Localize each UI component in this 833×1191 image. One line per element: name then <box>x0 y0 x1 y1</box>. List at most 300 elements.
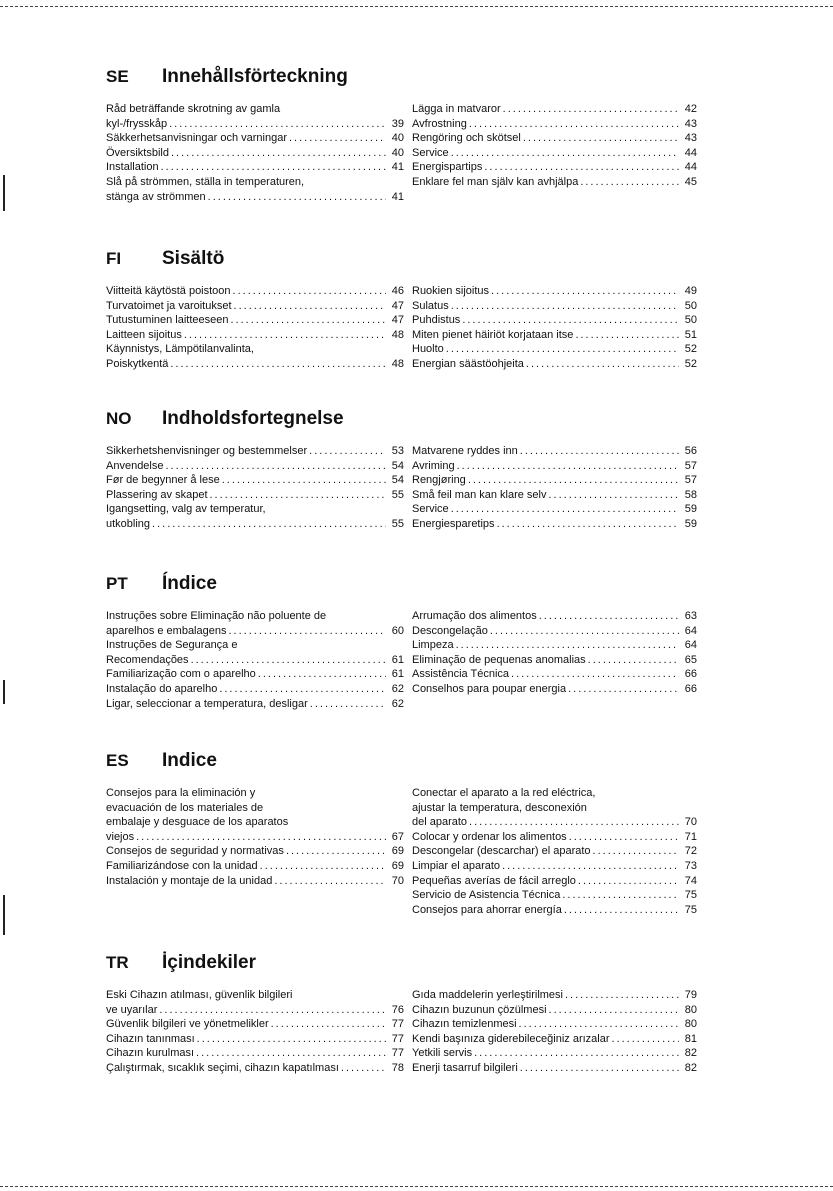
dot-leader <box>474 1046 679 1061</box>
entry-page-number: 56 <box>684 445 697 457</box>
toc-entry <box>106 1017 404 1032</box>
toc-column-left <box>106 284 404 372</box>
dot-leader <box>503 102 679 117</box>
entry-page-number: 62 <box>391 697 404 710</box>
dot-leader <box>231 313 387 328</box>
toc-entry <box>412 844 697 859</box>
toc-entry <box>412 313 697 328</box>
entry-title: Viitteitä käytöstä poistoon <box>106 285 231 297</box>
dot-leader <box>456 638 679 653</box>
dot-leader <box>491 284 679 299</box>
dot-leader <box>484 160 679 175</box>
entry-title: Energispartips <box>412 161 483 174</box>
dot-leader <box>169 117 386 132</box>
entry-page-number: 60 <box>391 624 404 637</box>
entry-title: Slå på strömmen, ställa in temperaturen, <box>106 175 305 188</box>
toc-entry <box>412 284 697 299</box>
entry-title: Cihazın kurulması <box>106 1047 195 1060</box>
bottom-edge-rule <box>0 1186 833 1187</box>
entry-page-number: 43 <box>684 132 697 145</box>
entry-page-number: 41 <box>391 161 404 174</box>
entry-page-number: 80 <box>684 1018 697 1031</box>
entry-title: Yetkili servis <box>412 1047 473 1060</box>
toc-entry <box>412 1003 697 1018</box>
scan-mark <box>3 680 5 704</box>
entry-title: Tutustuminen laitteeseen <box>106 314 229 327</box>
entry-page-number: 61 <box>391 653 404 666</box>
entry-page-number: 64 <box>684 639 697 652</box>
dot-leader <box>469 815 679 830</box>
toc-entry <box>412 102 697 117</box>
toc-entry <box>106 844 404 859</box>
entry-title: Ruokien sijoitus <box>412 285 490 297</box>
dot-leader <box>208 190 386 205</box>
entry-title: Descongelação <box>412 624 488 637</box>
dot-leader <box>511 667 679 682</box>
toc-entry <box>106 697 404 712</box>
dot-leader <box>341 1061 386 1076</box>
entry-page-number: 49 <box>684 285 697 297</box>
toc-column-right <box>412 609 697 697</box>
section-title: Indholdsfortegnelse <box>162 408 344 429</box>
toc-column-left <box>106 786 404 888</box>
entry-title: Cihazın tanınması <box>106 1032 195 1045</box>
entry-page-number: 45 <box>684 175 697 188</box>
toc-entry <box>412 117 697 132</box>
entry-page-number: 69 <box>391 845 404 858</box>
entry-title: Consejos para ahorrar energía <box>412 903 562 916</box>
entry-title: Conectar el aparato a la red eléctrica, <box>412 787 596 799</box>
toc-entry <box>412 357 697 372</box>
dot-leader <box>519 1017 679 1032</box>
entry-title: Güvenlik bilgileri ve yönetmelikler <box>106 1018 269 1031</box>
entry-page-number: 53 <box>391 445 404 457</box>
dot-leader <box>502 859 679 874</box>
toc-entry <box>106 102 404 117</box>
toc-entry <box>106 459 404 474</box>
toc-column-right <box>412 786 697 917</box>
toc-entry <box>106 1003 404 1018</box>
entry-page-number: 55 <box>391 517 404 530</box>
entry-page-number: 74 <box>684 874 697 887</box>
language-code: PT <box>106 574 128 593</box>
entry-page-number: 70 <box>391 874 404 887</box>
entry-title: Servicio de Asistencia Técnica <box>412 889 561 902</box>
scan-mark <box>3 895 5 935</box>
toc-column-right <box>412 444 697 532</box>
entry-page-number: 52 <box>684 357 697 370</box>
entry-title: Plassering av skapet <box>106 488 208 501</box>
entry-page-number: 59 <box>684 517 697 530</box>
entry-title: Descongelar (descarchar) el aparato <box>412 845 591 858</box>
entry-page-number: 72 <box>684 845 697 858</box>
entry-title: kyl-/frysskåp <box>106 117 168 130</box>
section-heading <box>106 408 344 430</box>
toc-entry <box>106 859 404 874</box>
dot-leader <box>191 653 386 668</box>
toc-entry <box>106 815 404 830</box>
entry-title: Anvendelse <box>106 459 164 472</box>
entry-page-number: 57 <box>684 459 697 472</box>
entry-title: Familiarizándose con la unidad <box>106 859 258 872</box>
dot-leader <box>523 131 679 146</box>
section-heading <box>106 248 224 270</box>
dot-leader <box>258 667 386 682</box>
entry-title: Instalação do aparelho <box>106 682 218 695</box>
entry-title: Cihazın buzunun çözülmesi <box>412 1003 547 1016</box>
entry-title: utkobling <box>106 517 151 530</box>
entry-page-number: 59 <box>684 503 697 516</box>
entry-title: Pequeñas averías de fácil arreglo <box>412 874 576 887</box>
toc-entry <box>412 131 697 146</box>
entry-page-number: 65 <box>684 653 697 666</box>
toc-entry <box>412 888 697 903</box>
entry-title: Limpeza <box>412 639 454 652</box>
toc-entry <box>412 502 697 517</box>
dot-leader <box>289 131 386 146</box>
section-title: Índice <box>162 573 217 594</box>
entry-page-number: 64 <box>684 624 697 637</box>
entry-page-number: 50 <box>684 314 697 327</box>
dot-leader <box>568 682 679 697</box>
toc-entry <box>412 328 697 343</box>
toc-entry <box>106 874 404 889</box>
entry-title: Colocar y ordenar los alimentos <box>412 830 567 843</box>
dot-leader <box>274 874 386 889</box>
toc-column-left <box>106 609 404 711</box>
toc-column-left <box>106 444 404 532</box>
toc-entry <box>106 473 404 488</box>
toc-entry <box>106 1032 404 1047</box>
dot-leader <box>520 444 679 459</box>
toc-entry <box>106 624 404 639</box>
dot-leader <box>170 357 386 372</box>
entry-title: Enerji tasarruf bilgileri <box>412 1061 518 1074</box>
toc-entry <box>106 682 404 697</box>
toc-entry <box>412 517 697 532</box>
entry-title: Puhdistus <box>412 314 461 327</box>
entry-page-number: 52 <box>684 343 697 356</box>
entry-title: Instruções sobre Eliminação não poluente de <box>106 610 327 622</box>
dot-leader <box>171 146 386 161</box>
entry-title: Små feil man kan klare selv <box>412 488 547 501</box>
dot-leader <box>565 988 679 1003</box>
entry-title: Familiarização com o aparelho <box>106 668 256 681</box>
entry-page-number: 76 <box>391 1003 404 1016</box>
entry-title: Sulatus <box>412 299 449 312</box>
section-heading <box>106 750 217 772</box>
entry-title: Eski Cihazın atılması, güvenlik bilgileri <box>106 989 293 1001</box>
toc-entry <box>412 609 697 624</box>
language-code: NO <box>106 409 132 428</box>
entry-title: Rengöring och skötsel <box>412 132 521 145</box>
section-title: İçindekiler <box>162 952 256 973</box>
entry-title: Matvarene ryddes inn <box>412 445 518 457</box>
dot-leader <box>462 313 679 328</box>
toc-entry <box>412 1017 697 1032</box>
toc-entry <box>412 624 697 639</box>
language-code: ES <box>106 751 129 770</box>
entry-page-number: 47 <box>391 299 404 312</box>
dot-leader <box>569 830 679 845</box>
dot-leader <box>196 1046 386 1061</box>
dot-leader <box>490 624 679 639</box>
entry-title: Service <box>412 503 449 516</box>
section-heading <box>106 952 256 974</box>
entry-page-number: 77 <box>391 1047 404 1060</box>
dot-leader <box>578 874 679 889</box>
dot-leader <box>612 1032 679 1047</box>
dot-leader <box>159 1003 386 1018</box>
entry-page-number: 69 <box>391 859 404 872</box>
toc-entry <box>412 653 697 668</box>
entry-page-number: 50 <box>684 299 697 312</box>
toc-entry <box>106 502 404 517</box>
entry-title: aparelhos e embalagens <box>106 624 227 637</box>
dot-leader <box>166 459 387 474</box>
dot-leader <box>152 517 386 532</box>
toc-entry <box>106 488 404 503</box>
entry-title: Før de begynner å lese <box>106 474 220 487</box>
entry-page-number: 39 <box>391 117 404 130</box>
entry-page-number: 79 <box>684 989 697 1001</box>
toc-entry <box>412 473 697 488</box>
entry-page-number: 47 <box>391 314 404 327</box>
entry-page-number: 55 <box>391 488 404 501</box>
dot-leader <box>222 473 386 488</box>
toc-entry <box>106 1061 404 1076</box>
entry-page-number: 81 <box>684 1032 697 1045</box>
dot-leader <box>549 488 680 503</box>
dot-leader <box>309 444 386 459</box>
entry-page-number: 67 <box>391 830 404 843</box>
dot-leader <box>469 117 679 132</box>
entry-title: Turvatoimet ja varoitukset <box>106 299 232 312</box>
toc-entry <box>106 444 404 459</box>
toc-entry <box>412 459 697 474</box>
entry-title: Rengjøring <box>412 474 466 487</box>
entry-title: del aparato <box>412 816 468 829</box>
entry-title: Eliminação de pequenas anomalias <box>412 653 586 666</box>
entry-page-number: 77 <box>391 1032 404 1045</box>
entry-title: Miten pienet häiriöt korjataan itse <box>412 328 574 341</box>
entry-title: Laitteen sijoitus <box>106 328 182 341</box>
toc-entry <box>106 313 404 328</box>
entry-title: Säkkerhetsanvisningar och varningar <box>106 132 287 145</box>
entry-page-number: 71 <box>684 830 697 843</box>
entry-title: Avriming <box>412 459 455 472</box>
dot-leader <box>457 459 679 474</box>
section-title: Indice <box>162 750 217 771</box>
entry-page-number: 44 <box>684 161 697 174</box>
entry-title: Poiskytkentä <box>106 357 169 370</box>
toc-entry <box>412 874 697 889</box>
toc-entry <box>106 609 404 624</box>
entry-page-number: 63 <box>684 610 697 622</box>
section-title: Sisältö <box>162 248 225 269</box>
dot-leader <box>451 299 679 314</box>
entry-page-number: 66 <box>684 668 697 681</box>
entry-title: ve uyarılar <box>106 1003 158 1016</box>
entry-title: Avfrostning <box>412 117 467 130</box>
entry-page-number: 57 <box>684 474 697 487</box>
dot-leader <box>184 328 386 343</box>
entry-title: Energian säästöohjeita <box>412 357 524 370</box>
entry-title: Çalıştırmak, sıcaklık seçimi, cihazın kapatılması <box>106 1061 339 1074</box>
entry-page-number: 78 <box>391 1061 404 1074</box>
dot-leader <box>580 175 679 190</box>
entry-page-number: 44 <box>684 146 697 159</box>
top-edge-rule <box>0 6 833 7</box>
entry-title: Conselhos para poupar energia <box>412 682 567 695</box>
entry-title: Gıda maddelerin yerleştirilmesi <box>412 989 563 1001</box>
entry-page-number: 73 <box>684 859 697 872</box>
entry-title: Råd beträffande skrotning av gamla <box>106 103 281 115</box>
entry-page-number: 40 <box>391 146 404 159</box>
entry-page-number: 80 <box>684 1003 697 1016</box>
entry-page-number: 48 <box>391 357 404 370</box>
entry-title: Installation <box>106 161 159 174</box>
toc-entry <box>106 284 404 299</box>
entry-title: viejos <box>106 830 135 843</box>
toc-entry <box>106 667 404 682</box>
language-code: SE <box>106 67 129 86</box>
dot-leader <box>233 284 386 299</box>
entry-title: Kendi başınıza giderebileceğiniz arızalar <box>412 1032 610 1045</box>
language-code: TR <box>106 953 129 972</box>
dot-leader <box>446 342 679 357</box>
toc-column-right <box>412 284 697 372</box>
toc-entry <box>106 786 404 801</box>
toc-entry <box>412 786 697 801</box>
toc-entry <box>412 801 697 816</box>
dot-leader <box>575 328 679 343</box>
entry-title: Instruções de Segurança e <box>106 639 238 652</box>
entry-title: Consejos para la eliminación y <box>106 787 256 799</box>
dot-leader <box>161 160 386 175</box>
entry-title: Energiesparetips <box>412 517 495 530</box>
entry-page-number: 70 <box>684 816 697 829</box>
entry-page-number: 54 <box>391 474 404 487</box>
dot-leader <box>451 502 679 517</box>
toc-entry <box>106 190 404 205</box>
toc-entry <box>106 801 404 816</box>
toc-entry <box>412 299 697 314</box>
toc-entry <box>412 146 697 161</box>
toc-entry <box>412 830 697 845</box>
toc-entry <box>412 1061 697 1076</box>
toc-column-left <box>106 988 404 1076</box>
toc-entry <box>106 328 404 343</box>
dot-leader <box>520 1061 679 1076</box>
toc-entry <box>412 444 697 459</box>
entry-page-number: 82 <box>684 1061 697 1074</box>
dot-leader <box>271 1017 386 1032</box>
toc-entry <box>412 667 697 682</box>
entry-title: Consejos de seguridad y normativas <box>106 845 284 858</box>
toc-entry <box>106 146 404 161</box>
scan-mark <box>3 175 5 211</box>
entry-title: Limpiar el aparato <box>412 859 501 872</box>
dot-leader <box>286 844 386 859</box>
entry-title: ajustar la temperatura, desconexión <box>412 801 587 814</box>
entry-title: Lägga in matvaror <box>412 103 501 115</box>
toc-entry <box>412 815 697 830</box>
toc-entry <box>412 342 697 357</box>
toc-entry <box>412 682 697 697</box>
dot-leader <box>310 697 386 712</box>
entry-page-number: 41 <box>391 190 404 203</box>
toc-entry <box>412 903 697 918</box>
entry-title: Igangsetting, valg av temperatur, <box>106 503 266 516</box>
toc-entry <box>106 517 404 532</box>
toc-entry <box>412 988 697 1003</box>
dot-leader <box>539 609 679 624</box>
dot-leader <box>451 146 679 161</box>
toc-column-right <box>412 988 697 1076</box>
toc-entry <box>412 859 697 874</box>
entry-page-number: 82 <box>684 1047 697 1060</box>
dot-leader <box>549 1003 679 1018</box>
entry-title: Sikkerhetshenvisninger og bestemmelser <box>106 445 308 457</box>
entry-page-number: 43 <box>684 117 697 130</box>
entry-page-number: 77 <box>391 1018 404 1031</box>
dot-leader <box>260 859 386 874</box>
entry-title: Cihazın temizlenmesi <box>412 1018 517 1031</box>
toc-entry <box>106 175 404 190</box>
entry-page-number: 48 <box>391 328 404 341</box>
toc-entry <box>412 175 697 190</box>
toc-entry <box>412 638 697 653</box>
dot-leader <box>526 357 679 372</box>
entry-title: Huolto <box>412 343 444 356</box>
entry-title: embalaje y desguace de los aparatos <box>106 816 289 829</box>
toc-entry <box>412 1032 697 1047</box>
entry-title: Översiktsbild <box>106 146 169 159</box>
toc-entry <box>106 357 404 372</box>
language-code: FI <box>106 249 122 268</box>
toc-column-right <box>412 102 697 190</box>
entry-title: Arrumação dos alimentos <box>412 610 537 622</box>
toc-entry <box>106 299 404 314</box>
entry-page-number: 51 <box>684 328 697 341</box>
entry-title: Service <box>412 146 449 159</box>
dot-leader <box>197 1032 386 1047</box>
toc-entry <box>106 117 404 132</box>
entry-page-number: 42 <box>684 103 697 115</box>
section-heading <box>106 66 348 88</box>
dot-leader <box>136 830 386 845</box>
dot-leader <box>588 653 679 668</box>
toc-entry <box>106 160 404 175</box>
toc-entry <box>106 830 404 845</box>
entry-page-number: 58 <box>684 488 697 501</box>
dot-leader <box>234 299 386 314</box>
entry-page-number: 75 <box>684 903 697 916</box>
entry-title: evacuación de los materiales de <box>106 801 264 814</box>
toc-entry <box>412 160 697 175</box>
entry-title: Ligar, seleccionar a temperatura, desligar <box>106 697 308 710</box>
section-title: Innehållsförteckning <box>162 66 348 87</box>
toc-column-left <box>106 102 404 204</box>
entry-page-number: 61 <box>391 668 404 681</box>
entry-title: Enklare fel man själv kan avhjälpa <box>412 175 579 188</box>
section-heading <box>106 573 217 595</box>
dot-leader <box>593 844 679 859</box>
toc-entry <box>106 1046 404 1061</box>
toc-entry <box>106 653 404 668</box>
entry-page-number: 66 <box>684 682 697 695</box>
